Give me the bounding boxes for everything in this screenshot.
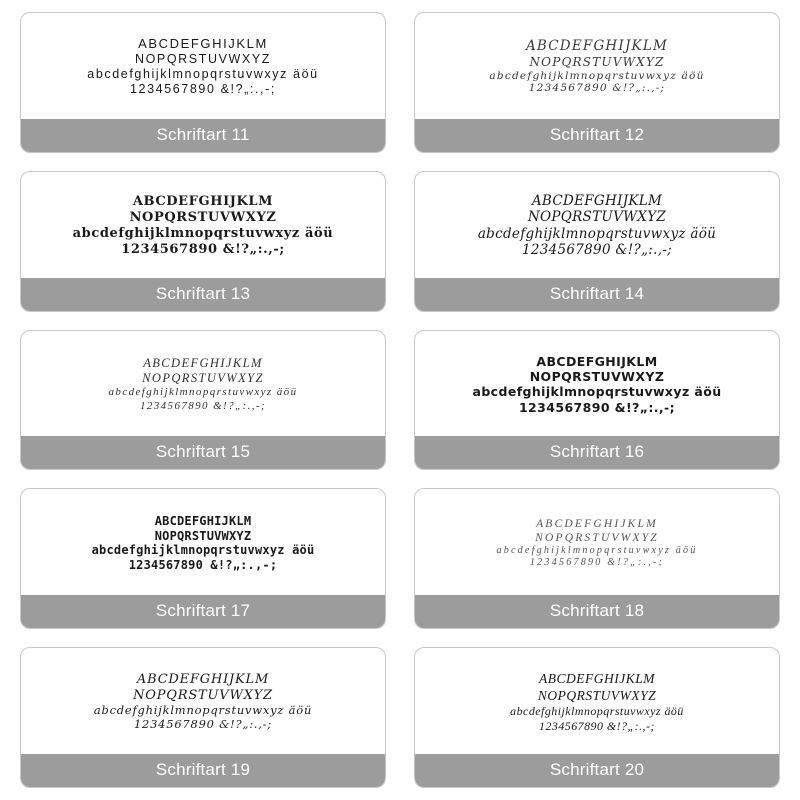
sample-line-uppercase-1: ABCDEFGHIJKLM [154, 514, 252, 529]
sample-line-lowercase: abcdefghijklmnopqrstuvwxyz äöü [93, 703, 313, 717]
sample-line-uppercase-1: ABCDEFGHIJKLM [536, 353, 658, 369]
sample-line-digits: 1234567890 &!?„:.,-; [539, 718, 655, 733]
sample-line-uppercase-1: ABCDEFGHIJKLM [132, 193, 274, 209]
font-card-label: Schriftart 19 [21, 754, 385, 787]
font-sample-preview [21, 172, 385, 278]
sample-line-uppercase-1: ABCDEFGHIJKLM [531, 192, 663, 209]
font-sample-preview [21, 648, 385, 754]
sample-line-lowercase: abcdefghijklmnopqrstuvwxyz äöü [72, 225, 334, 241]
sample-line-digits: 1234567890 &!?„:.,-; [133, 716, 273, 731]
font-sample-preview [21, 489, 385, 595]
font-card-label: Schriftart 14 [415, 278, 779, 311]
font-sample-preview [415, 648, 779, 754]
sample-line-uppercase-1: ABCDEFGHIJKLM [143, 355, 263, 370]
sample-line-digits: 1234567890 &!?„:.,-; [529, 557, 665, 569]
sample-line-digits: 1234567890 &!?„:.,-; [139, 399, 267, 412]
font-card-schriftart-13[interactable] [20, 171, 386, 312]
sample-line-uppercase-2: NOPQRSTUVWXYZ [129, 209, 277, 225]
sample-line-uppercase-1: ABCDEFGHIJKLM [525, 38, 669, 55]
font-card-schriftart-19[interactable] [20, 647, 386, 788]
sample-line-digits: 1234567890 &!?„:.,-; [518, 399, 676, 415]
sample-line-uppercase-2: NOPQRSTUVWXYZ [527, 209, 667, 226]
font-card-schriftart-17[interactable] [20, 488, 386, 629]
sample-line-uppercase-1: ABCDEFGHIJKLM [539, 671, 655, 687]
sample-line-digits: 1234567890 &!?„:.,-; [121, 241, 285, 257]
sample-line-uppercase-1: ABCDEFGHIJKLM [138, 36, 268, 52]
font-card-label: Schriftart 11 [21, 119, 385, 152]
font-card-label: Schriftart 12 [415, 119, 779, 152]
font-card-label: Schriftart 20 [415, 754, 779, 787]
sample-line-lowercase: abcdefghijklmnopqrstuvwxyz äöü [108, 386, 298, 399]
font-sample-preview [21, 331, 385, 437]
sample-line-digits: 1234567890 &!?„:.,-; [521, 242, 673, 259]
sample-line-lowercase: abcdefghijklmnopqrstuvwxyz äöü [510, 704, 684, 719]
font-card-schriftart-14[interactable] [414, 171, 780, 312]
font-card-schriftart-15[interactable] [20, 330, 386, 471]
sample-line-digits: 1234567890 &!?„:.,-; [128, 557, 278, 572]
font-sample-preview [415, 331, 779, 437]
sample-line-uppercase-2: NOPQRSTUVWXYZ [535, 531, 659, 544]
sample-line-uppercase-2: NOPQRSTUVWXYZ [133, 688, 273, 704]
font-card-schriftart-20[interactable] [414, 647, 780, 788]
sample-line-uppercase-2: NOPQRSTUVWXYZ [154, 528, 252, 543]
font-card-label: Schriftart 18 [415, 595, 779, 628]
font-card-schriftart-18[interactable] [414, 488, 780, 629]
sample-line-uppercase-1: ABCDEFGHIJKLM [136, 672, 270, 688]
font-sample-preview [415, 13, 779, 119]
font-card-schriftart-12[interactable] [414, 12, 780, 153]
sample-line-lowercase: abcdefghijklmnopqrstuvwxyz äöü [489, 69, 705, 82]
font-sample-preview [415, 489, 779, 595]
sample-line-lowercase: abcdefghijklmnopqrstuvwxyz äöü [496, 544, 698, 556]
sample-line-lowercase: abcdefghijklmnopqrstuvwxyz äöü [477, 225, 717, 242]
sample-line-uppercase-2: NOPQRSTUVWXYZ [537, 687, 657, 703]
font-sample-preview [415, 172, 779, 278]
sample-line-uppercase-2: NOPQRSTUVWXYZ [529, 369, 665, 385]
sample-line-uppercase-2: NOPQRSTUVWXYZ [134, 51, 272, 66]
sample-line-lowercase: abcdefghijklmnopqrstuvwxyz äöü [87, 67, 319, 82]
sample-line-uppercase-2: NOPQRSTUVWXYZ [529, 54, 665, 69]
sample-line-digits: 1234567890 &!?„:.,-; [130, 82, 276, 97]
sample-line-uppercase-2: NOPQRSTUVWXYZ [142, 371, 264, 386]
font-card-label: Schriftart 13 [21, 278, 385, 311]
sample-line-lowercase: abcdefghijklmnopqrstuvwxyz äöü [91, 543, 315, 558]
font-card-schriftart-16[interactable] [414, 330, 780, 471]
sample-line-uppercase-1: ABCDEFGHIJKLM [536, 517, 658, 530]
sample-line-digits: 1234567890 &!?„:.,-; [528, 82, 666, 95]
font-card-schriftart-11[interactable] [20, 12, 386, 153]
font-card-label: Schriftart 16 [415, 436, 779, 469]
font-sample-preview [21, 13, 385, 119]
sample-line-lowercase: abcdefghijklmnopqrstuvwxyz äöü [472, 384, 722, 400]
font-card-label: Schriftart 15 [21, 436, 385, 469]
font-card-label: Schriftart 17 [21, 595, 385, 628]
